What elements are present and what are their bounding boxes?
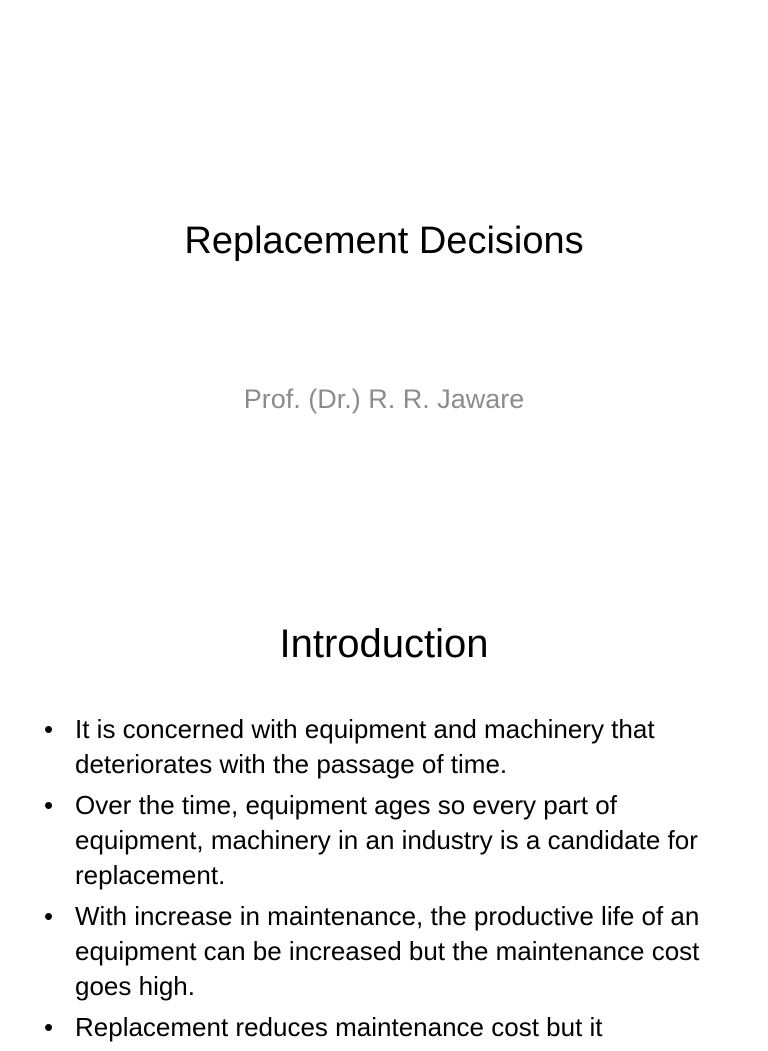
introduction-slide [0, 576, 768, 1042]
bullet-item [0, 899, 768, 1004]
presentation-title: Replacement Decisions [184, 220, 584, 262]
bullet-text: Over the time, equipment ages so every part of equipment, machinery in an industry is a candidate for replacement. [75, 790, 698, 890]
bullet-dot-icon: • [44, 790, 54, 820]
bullet-text: It is concerned with equipment and machinery that deteriorates with the passage of time. [75, 714, 655, 779]
bullet-dot-icon: • [44, 901, 54, 931]
bullet-dot-icon: • [44, 1012, 54, 1042]
bullet-text: With increase in maintenance, the productive life of an equipment can be increased but the maintenance cost goes high. [75, 901, 700, 1001]
bullet-item [0, 788, 768, 893]
bullet-list [0, 712, 768, 1051]
bullet-item [0, 1010, 768, 1045]
presentation-author: Prof. (Dr.) R. R. Jaware [243, 384, 525, 414]
slide-title: Introduction [279, 622, 489, 666]
bullet-dot-icon: • [44, 714, 54, 744]
bullet-item [0, 712, 768, 782]
bullet-text: Replacement reduces maintenance cost but it [75, 1012, 603, 1042]
